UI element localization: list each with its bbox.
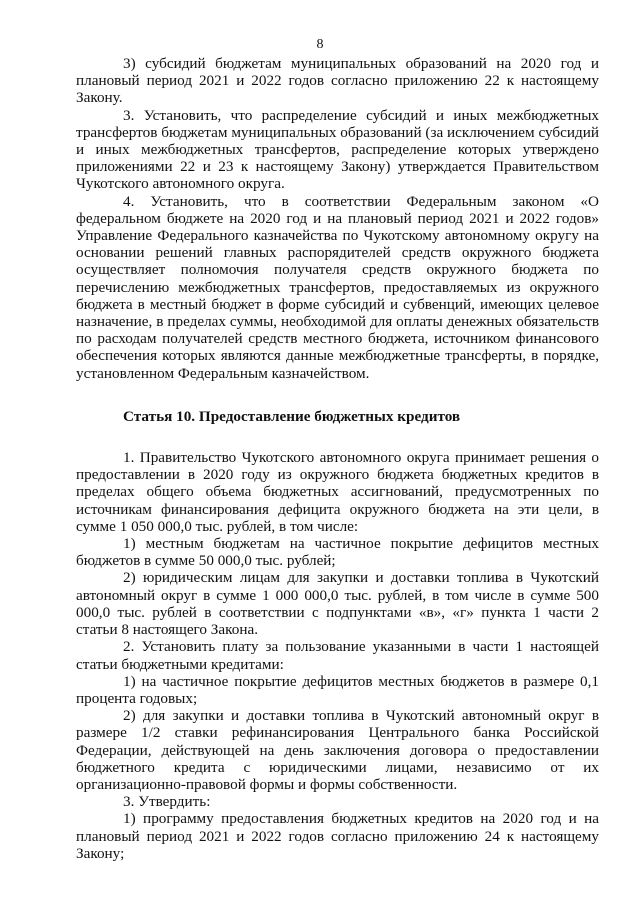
paragraph: 4. Установить, что в соответствии Федеральным законом «О федеральном бюджете на 2020 год и на плановый период 2021 и 2022 годов» Управление Федерального казначейства по Чукотскому автономному округу на основании решений главных распорядителей средств окружного бюджета осуществляет полномочия получателя средств окружного бюджета по перечислению межбюджетных трансфертов, предоставляемых из окружного бюджета в местный бюджет в форме субсидий и субвенций, имеющих целевое назначение, в пределах суммы, необходимой для оплаты денежных обязательств по расходам получателей средств местного бюджета, источником финансового обеспечения которых являются данные межбюджетные трансферты, в порядке, установленном Федеральным казначейством. [76,192,599,382]
page-number: 8 [316,37,324,52]
document-body [76,55,599,862]
paragraph: 3. Утвердить: [123,793,211,811]
paragraph: 1) местным бюджетам на частичное покрытие дефицитов местных бюджетов в сумме 50 000,0 тыс. рублей; [76,535,599,570]
paragraph: 1) программу предоставления бюджетных кредитов на 2020 год и на плановый период 2021 и 2022 годов согласно приложению 24 к настоящему Закону; [76,810,599,862]
paragraph: 3) субсидий бюджетам муниципальных образований на 2020 год и плановый период 2021 и 2022 годов согласно приложению 22 к настоящему Закону. [76,55,599,107]
paragraph: 1) на частичное покрытие дефицитов местных бюджетов в размере 0,1 процента годовых; [76,672,599,707]
paragraph: 2) для закупки и доставки топлива в Чукотский автономный округ в размере 1/2 ставки рефинансирования Центрального банка Российской Федерации, действующей на день заключения договора о предоставлении бюджетного кредита с юридическими лицами, независимо от их организационно-правовой формы и формы собственности. [76,707,599,793]
paragraph: 1. Правительство Чукотского автономного округа принимает решения о предоставлении в 2020 году из окружного бюджета бюджетных кредитов в пределах общего объема бюджетных ассигнований, предусмотренных по источникам финансирования дефицита окружного бюджета на эти цели, в сумме 1 050 000,0 тыс. рублей, в том числе: [76,449,599,535]
paragraph: 2. Установить плату за пользование указанными в части 1 настоящей статьи бюджетными кредитами: [76,638,599,673]
paragraph: 2) юридическим лицам для закупки и доставки топлива в Чукотский автономный округ в сумме 1 000 000,0 тыс. рублей, в том числе в сумме 500 000,0 тыс. рублей в соответствии с подпунктами «в», «г» пункта 1 части 2 статьи 8 настоящего Закона. [76,569,599,639]
paragraph: 3. Установить, что распределение субсидий и иных межбюджетных трансфертов бюджетам муниципальных образований (за исключением субсидий и иных межбюджетных трансфертов, распределение которых утверждено приложениями 22 и 23 к настоящему Закону) утверждается Правительством Чукотского автономного округа. [76,106,599,193]
article-heading: Статья 10. Предоставление бюджетных кредитов [123,407,461,425]
